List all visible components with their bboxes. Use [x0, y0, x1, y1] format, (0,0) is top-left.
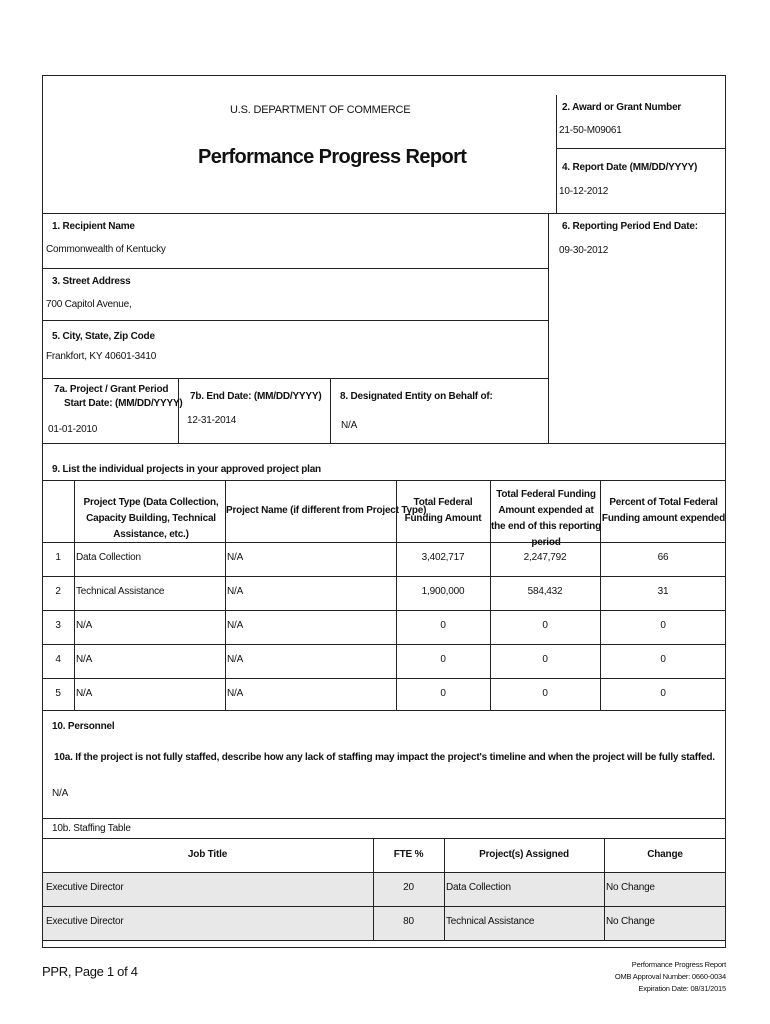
footer-expiration: Expiration Date: 08/31/2015 [638, 984, 726, 993]
end-date-value[interactable]: 12-31-2014 [187, 415, 237, 426]
col-header-projects-assigned: Project(s) Assigned [479, 849, 569, 860]
start-date-label: 7a. Project / Grant Period [54, 384, 169, 395]
row-percent: 31 [657, 586, 669, 597]
row-project-type: N/A [76, 620, 93, 631]
staffing-question: 10a. If the project is not fully staffed, describe how any lack of staffing may impact the project's timeline and when the project will be fully staffed. [54, 752, 715, 763]
row-funding: 0 [440, 620, 446, 631]
report-date-value[interactable]: 10-12-2012 [559, 186, 609, 197]
col-header-change: Change [647, 849, 683, 860]
period-end-value[interactable]: 09-30-2012 [559, 245, 609, 256]
row-expended: 2,247,792 [523, 552, 567, 563]
row-project-name: N/A [227, 688, 244, 699]
row-project-name: N/A [227, 552, 244, 563]
row-percent: 0 [660, 654, 666, 665]
col-header-fte: FTE % [393, 849, 424, 860]
staff-job-title: Executive Director [46, 916, 124, 927]
row-percent: 0 [660, 688, 666, 699]
staff-fte: 80 [403, 916, 414, 927]
footer-form-name: Performance Progress Report [631, 960, 726, 969]
end-date-label: 7b. End Date: (MM/DD/YYYY) [190, 391, 322, 402]
col-header-funding: Total Federal Funding Amount [404, 497, 482, 524]
col-header-percent: Percent of Total Federal Funding amount expended [601, 497, 726, 524]
row-number: 2 [55, 586, 61, 597]
award-value[interactable]: 21-50-M09061 [559, 125, 622, 136]
street-value[interactable]: 700 Capitol Avenue, [46, 299, 132, 310]
staff-projects: Technical Assistance [446, 916, 535, 927]
page-title: Performance Progress Report [198, 146, 467, 168]
row-expended: 0 [542, 688, 548, 699]
row-project-type: N/A [76, 688, 93, 699]
row-project-type: Technical Assistance [76, 586, 165, 597]
staff-change: No Change [606, 882, 655, 893]
period-end-label: 6. Reporting Period End Date: [562, 221, 698, 232]
col-header-expended: Total Federal Funding Amount expended at the end of this reporting period [491, 489, 601, 548]
entity-label: 8. Designated Entity on Behalf of: [340, 391, 493, 402]
row-project-name: N/A [227, 620, 244, 631]
personnel-section-label: 10. Personnel [52, 721, 115, 732]
row-funding: 3,402,717 [421, 552, 465, 563]
row-expended: 0 [542, 620, 548, 631]
report-date-label: 4. Report Date (MM/DD/YYYY) [562, 162, 698, 173]
col-header-project-type: Project Type (Data Collection, Capacity Building, Technical Assistance, etc.) [83, 497, 219, 540]
staffing-answer[interactable]: N/A [52, 788, 69, 799]
page-number: PPR, Page 1 of 4 [42, 964, 138, 979]
projects-section-label: 9. List the individual projects in your approved project plan [52, 464, 321, 475]
row-number: 4 [55, 654, 61, 665]
staff-projects: Data Collection [446, 882, 511, 893]
recipient-value[interactable]: Commonwealth of Kentucky [46, 244, 166, 255]
row-project-name: N/A [227, 654, 244, 665]
row-number: 1 [55, 552, 61, 563]
row-funding: 0 [440, 654, 446, 665]
street-label: 3. Street Address [52, 276, 131, 287]
footer-omb: OMB Approval Number: 0660-0034 [614, 972, 726, 981]
city-value[interactable]: Frankfort, KY 40601-3410 [46, 351, 157, 362]
city-label: 5. City, State, Zip Code [52, 331, 155, 342]
row-number: 5 [55, 688, 61, 699]
row-project-name: N/A [227, 586, 244, 597]
staff-job-title: Executive Director [46, 882, 124, 893]
row-funding: 1,900,000 [421, 586, 465, 597]
col-header-job-title: Job Title [187, 849, 228, 860]
entity-value[interactable]: N/A [341, 420, 358, 431]
staffing-table [42, 838, 726, 940]
start-date-value[interactable]: 01-01-2010 [48, 424, 98, 435]
row-project-type: N/A [76, 654, 93, 665]
row-expended: 0 [542, 654, 548, 665]
staff-change: No Change [606, 916, 655, 927]
staff-fte: 20 [403, 882, 414, 893]
row-percent: 66 [657, 552, 669, 563]
recipient-label: 1. Recipient Name [52, 221, 135, 232]
start-date-label-2: Start Date: (MM/DD/YYYY) [64, 398, 183, 409]
award-label: 2. Award or Grant Number [562, 102, 682, 113]
row-project-type: Data Collection [76, 552, 141, 563]
department-name: U.S. DEPARTMENT OF COMMERCE [230, 104, 411, 116]
row-number: 3 [55, 620, 61, 631]
projects-table [42, 480, 726, 710]
staffing-table-label: 10b. Staffing Table [52, 823, 131, 834]
row-expended: 584,432 [527, 586, 563, 597]
row-funding: 0 [440, 688, 446, 699]
row-percent: 0 [660, 620, 666, 631]
col-header-project-name: Project Name (if different from Project Type) [226, 505, 427, 516]
